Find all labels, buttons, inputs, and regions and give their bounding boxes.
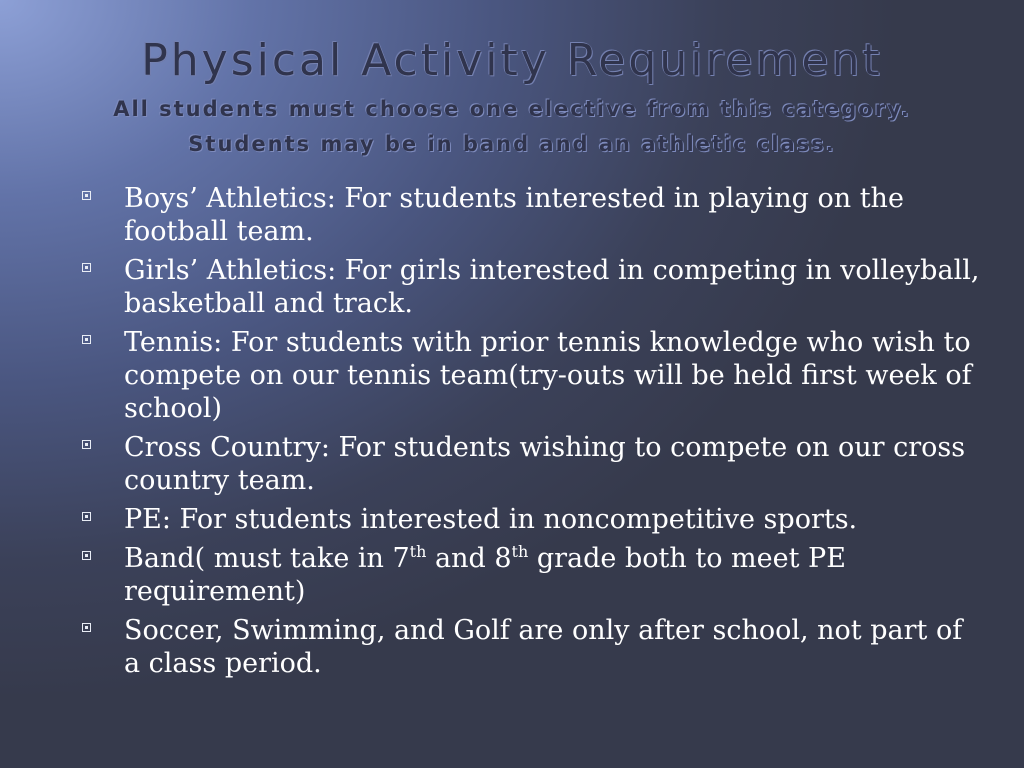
slide-subtitle-line-2: Students may be in band and an athletic class. [188,132,836,156]
bullet-text: PE: For students interested in noncompetitive sports. [124,504,858,535]
slide-title: Physical Activity Requirement [141,35,883,86]
slide-subtitle-line-1: All students must choose one elective from this category. [113,97,911,121]
title-block [20,30,1004,162]
bullet-text: Cross Country: For students wishing to compete on our cross country team. [124,432,966,496]
square-bullet-icon [82,335,91,344]
bullet-item-tennis [82,326,982,425]
bullet-item-girls-athletics [82,254,982,320]
band-superscript-2: th [511,542,529,561]
square-bullet-icon [82,512,91,521]
square-bullet-icon [82,440,91,449]
band-text-part-3: grade both to meet PE requirement) [124,543,846,607]
bullet-text: Tennis: For students with prior tennis knowledge who wish to compete on our tennis team(try-outs will be held first week of school) [124,327,972,424]
bullet-text: Girls’ Athletics: For girls interested in competing in volleyball, basketball and track. [124,255,980,319]
bullet-item-cross-country [82,431,982,497]
bullet-list [82,182,982,686]
bullet-item-pe [82,503,982,536]
band-superscript-1: th [409,542,427,561]
bullet-item-band [82,542,982,608]
bullet-item-boys-athletics [82,182,982,248]
bullet-text: Soccer, Swimming, and Golf are only after school, not part of a class period. [124,615,963,679]
bullet-item-soccer-swimming-golf [82,614,982,680]
square-bullet-icon [82,623,91,632]
square-bullet-icon [82,263,91,272]
square-bullet-icon [82,191,91,200]
band-text-part-1: Band( must take in 7 [124,543,410,574]
square-bullet-icon [82,551,91,560]
band-text-part-2: and 8 [426,543,512,574]
bullet-text-band [124,543,846,607]
bullet-text: Boys’ Athletics: For students interested in playing on the football team. [124,183,904,247]
